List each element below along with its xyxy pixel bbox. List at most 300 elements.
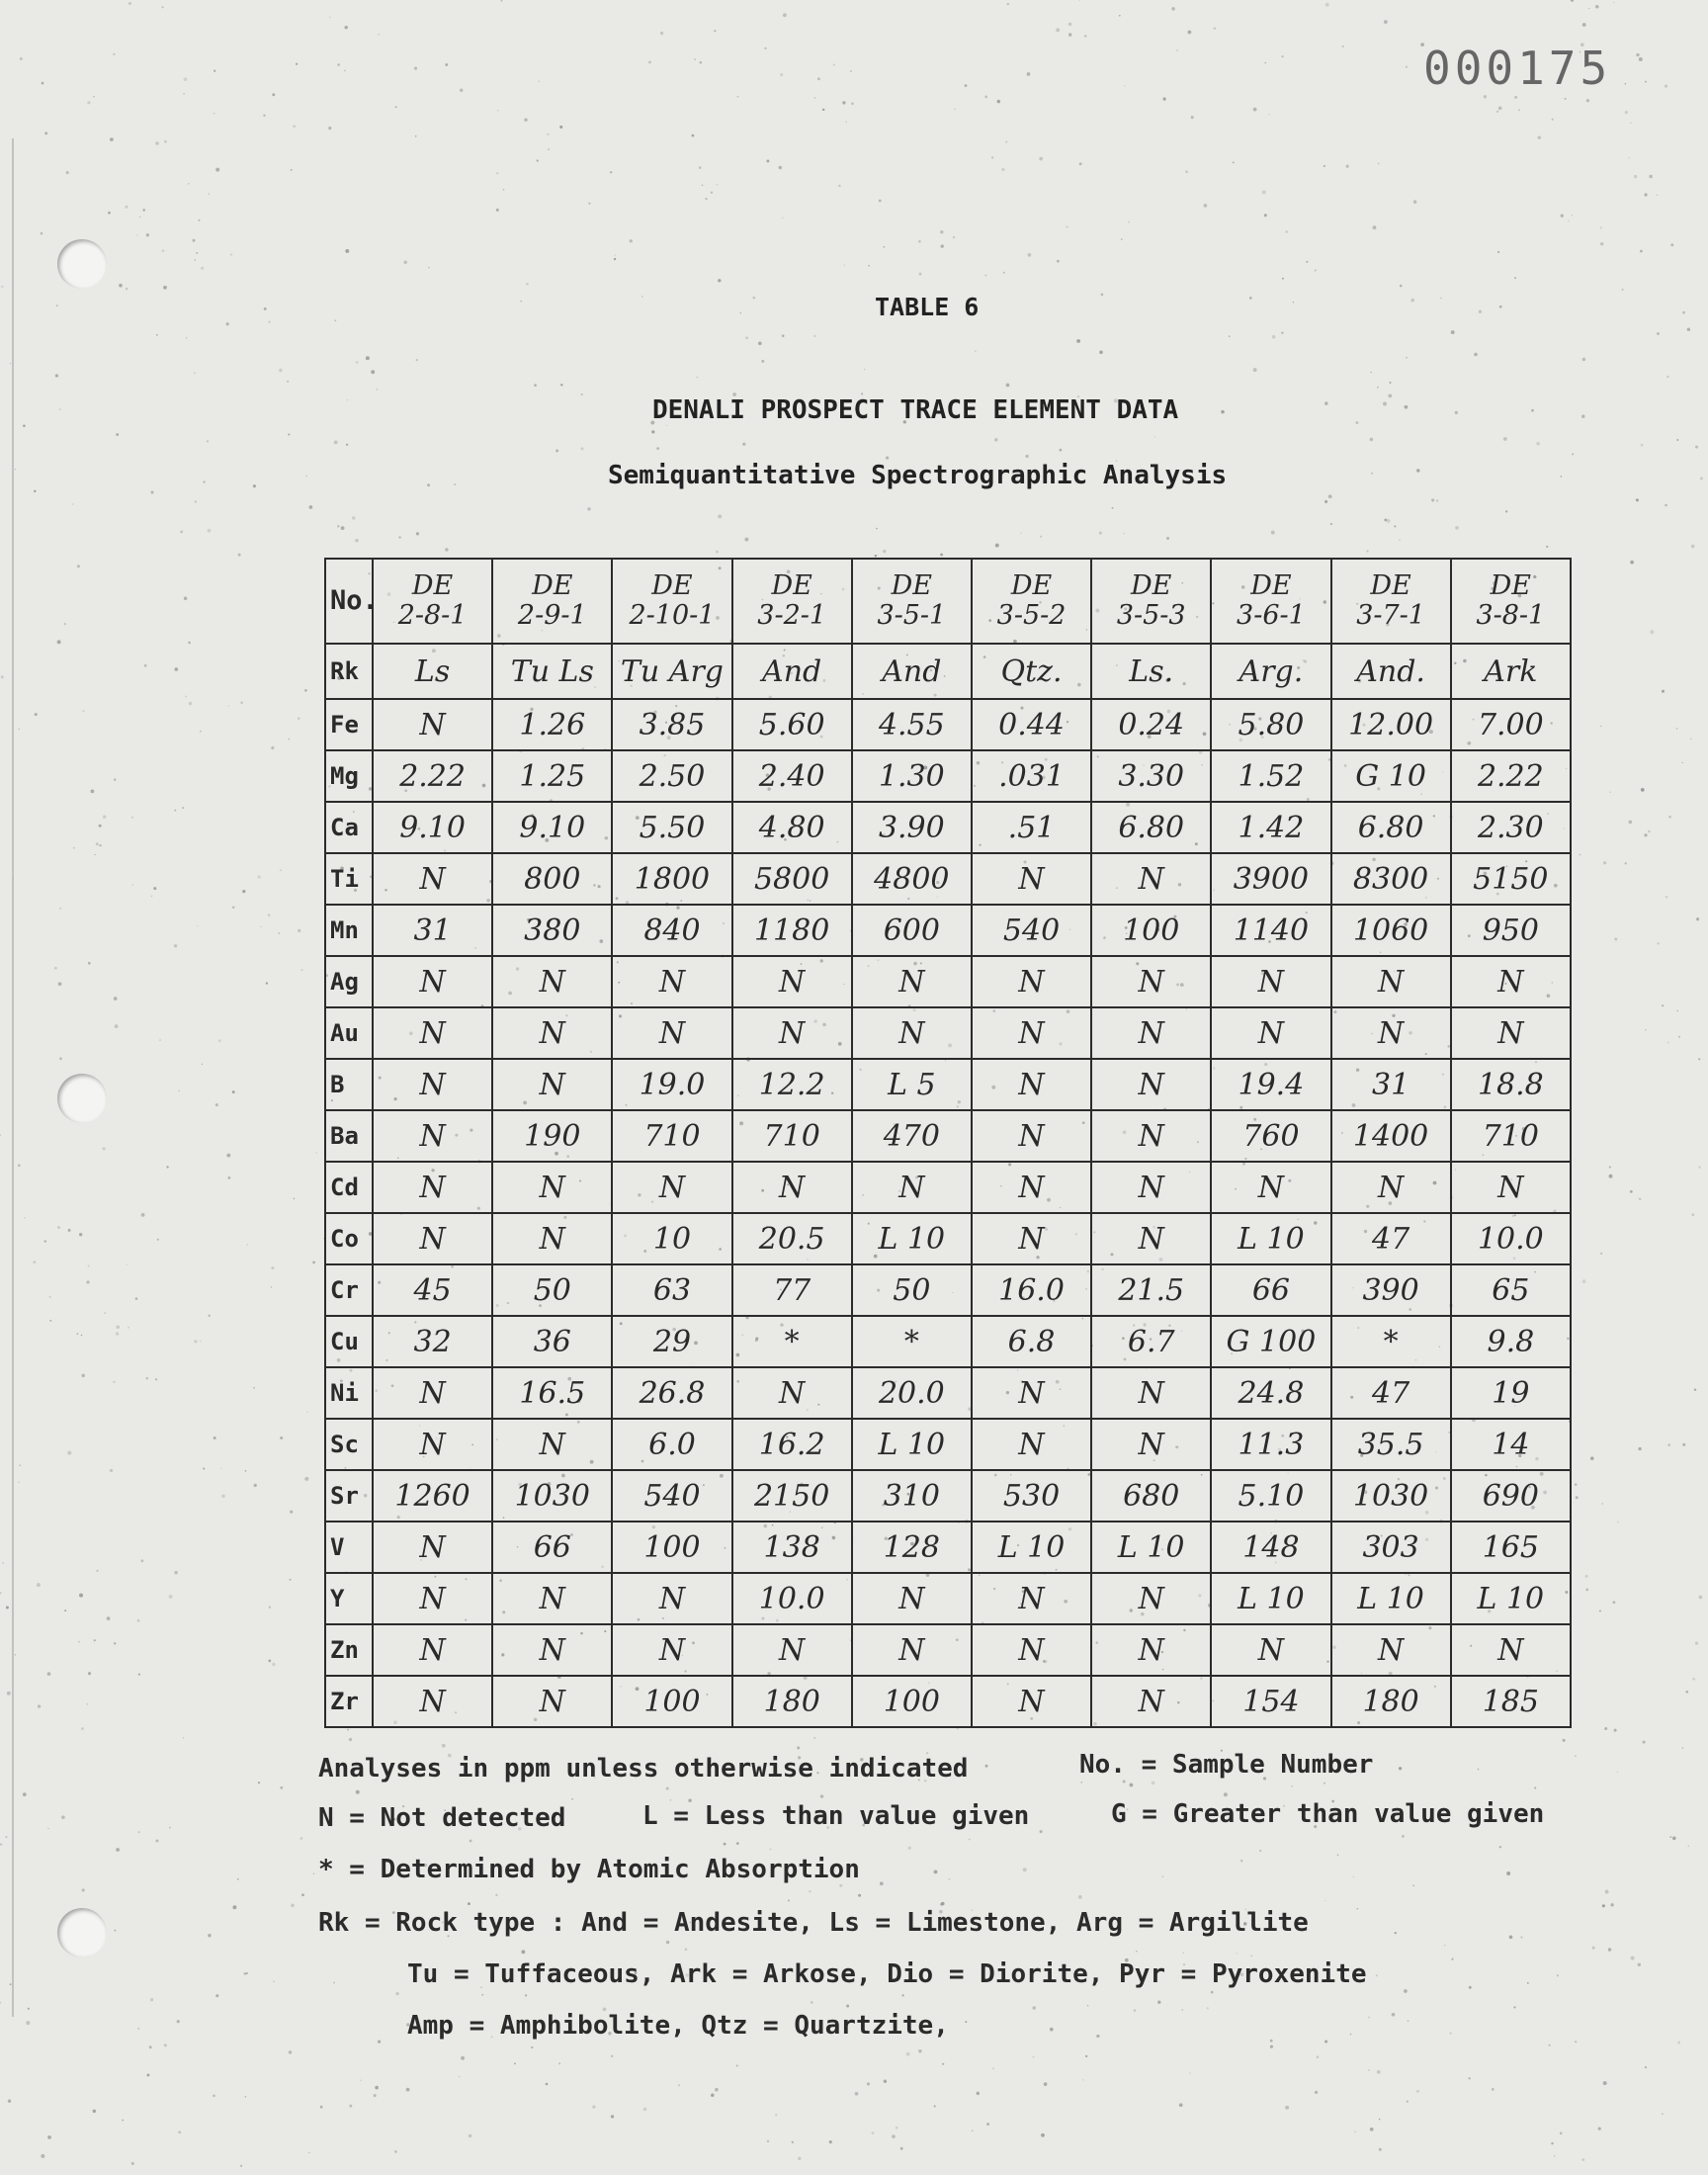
speckle-dot (139, 217, 140, 218)
speckle-dot (1682, 311, 1685, 314)
value-cell: 4.80 (732, 802, 852, 853)
speckle-dot (375, 2086, 379, 2090)
value-cell: N (1091, 1676, 1211, 1727)
speckle-dot (162, 6, 164, 8)
element-label: Mn (325, 905, 373, 956)
value-cell: 165 (1451, 1522, 1571, 1573)
value-cell: 100 (612, 1676, 731, 1727)
speckle-dot (1080, 1782, 1081, 1783)
speckle-dot (700, 61, 703, 64)
speckle-dot (414, 67, 417, 70)
value-cell: 47 (1331, 1367, 1451, 1419)
value-cell: N (373, 853, 492, 905)
speckle-dot (1325, 3, 1329, 7)
speckle-dot (820, 1794, 823, 1797)
speckle-dot (1123, 533, 1124, 534)
speckle-dot (238, 554, 241, 557)
speckle-dot (1554, 2155, 1555, 2156)
speckle-dot (0, 1843, 2, 1846)
speckle-dot (702, 185, 704, 187)
value-cell: 36 (492, 1316, 612, 1367)
speckle-dot (128, 1327, 129, 1329)
speckle-dot (289, 2050, 292, 2053)
speckle-dot (548, 148, 550, 150)
speckle-dot (461, 2056, 465, 2060)
speckle-dot (716, 551, 719, 554)
value-cell: 9.10 (492, 802, 612, 853)
sample-header-cell (1091, 559, 1211, 644)
speckle-dot (1317, 2055, 1320, 2058)
speckle-dot (377, 389, 378, 390)
speckle-dot (137, 2028, 139, 2030)
speckle-dot (68, 1229, 71, 1232)
speckle-dot (366, 356, 370, 360)
speckle-dot (534, 384, 537, 387)
speckle-dot (352, 516, 355, 519)
speckle-dot (378, 2040, 381, 2043)
value-cell: N (1091, 1110, 1211, 1162)
value-cell: N (492, 1162, 612, 1213)
speckle-dot (1207, 2007, 1209, 2009)
speckle-dot (1412, 1884, 1414, 1886)
speckle-dot (1667, 1042, 1669, 1044)
speckle-dot (356, 361, 359, 364)
speckle-dot (1112, 507, 1114, 509)
speckle-dot (770, 1849, 771, 1850)
speckle-dot (1354, 2131, 1355, 2132)
speckle-dot (1431, 498, 1434, 501)
speckle-dot (298, 718, 299, 720)
speckle-dot (1669, 1836, 1671, 1838)
speckle-dot (1576, 1496, 1579, 1499)
sample-id: 2-9-1 (517, 600, 587, 631)
speckle-dot (764, 47, 766, 49)
speckle-dot (953, 236, 955, 238)
speckle-dot (308, 2152, 309, 2153)
value-cell: 5.80 (1211, 699, 1330, 750)
speckle-dot (1378, 163, 1380, 165)
speckle-dot (240, 702, 243, 705)
speckle-dot (469, 1903, 470, 1905)
speckle-dot (1451, 330, 1455, 334)
speckle-dot (1383, 402, 1387, 406)
element-label: Ag (325, 956, 373, 1007)
element-label: Ni (325, 1367, 373, 1419)
value-cell: N (492, 1624, 612, 1676)
speckle-dot (64, 623, 66, 625)
speckle-dot (1670, 243, 1673, 246)
value-cell: L 10 (1211, 1573, 1330, 1624)
value-cell: 12.00 (1331, 699, 1451, 750)
speckle-dot (1662, 690, 1665, 693)
speckle-dot (1379, 2148, 1382, 2151)
speckle-dot (643, 2108, 647, 2112)
speckle-dot (1281, 331, 1283, 333)
speckle-dot (76, 1333, 78, 1335)
speckle-dot (26, 2021, 30, 2025)
speckle-dot (842, 101, 845, 104)
rock-type-cell: Qtz. (972, 644, 1091, 699)
speckle-dot (724, 1843, 726, 1846)
speckle-dot (1405, 405, 1409, 409)
value-cell: 2.22 (373, 750, 492, 802)
speckle-dot (1563, 1739, 1566, 1742)
speckle-dot (1551, 2142, 1553, 2144)
value-cell: N (1091, 1162, 1211, 1213)
speckle-dot (57, 1226, 60, 1229)
value-cell: 530 (972, 1470, 1091, 1522)
speckle-dot (1498, 107, 1502, 111)
speckle-dot (611, 2055, 613, 2057)
value-cell: N (1211, 1162, 1330, 1213)
value-cell: L 10 (1211, 1213, 1330, 1264)
value-cell: 50 (492, 1264, 612, 1316)
speckle-dot (884, 2079, 887, 2082)
speckle-dot (1039, 157, 1043, 161)
speckle-dot (138, 1831, 140, 1833)
speckle-dot (271, 746, 274, 749)
speckle-dot (197, 925, 198, 926)
speckle-dot (1408, 2020, 1409, 2022)
speckle-dot (395, 1992, 398, 1995)
speckle-dot (196, 252, 198, 254)
speckle-dot (1291, 1785, 1292, 1786)
speckle-dot (81, 1335, 83, 1337)
speckle-dot (1306, 261, 1308, 263)
value-cell: 31 (1331, 1059, 1451, 1110)
speckle-dot (1224, 1792, 1228, 1796)
speckle-dot (0, 1592, 2, 1594)
value-cell: 24.8 (1211, 1367, 1330, 1419)
speckle-dot (1497, 251, 1499, 253)
element-label: Y (325, 1573, 373, 1624)
value-cell: N (972, 1162, 1091, 1213)
value-cell: 47 (1331, 1213, 1451, 1264)
speckle-dot (459, 2076, 460, 2077)
speckle-dot (1639, 57, 1643, 61)
speckle-dot (1416, 2090, 1419, 2093)
speckle-dot (1006, 384, 1010, 388)
element-label: Ti (325, 853, 373, 905)
speckle-dot (93, 2110, 96, 2113)
speckle-dot (940, 554, 943, 557)
speckle-dot (1580, 854, 1581, 856)
speckle-dot (875, 555, 878, 558)
speckle-dot (884, 246, 886, 248)
speckle-dot (1561, 215, 1564, 218)
speckle-dot (985, 275, 987, 277)
speckle-dot (783, 13, 787, 17)
speckle-dot (797, 1747, 800, 1750)
sample-header-cell (972, 559, 1091, 644)
value-cell: 1060 (1331, 905, 1451, 956)
speckle-dot (334, 319, 336, 321)
value-cell: 540 (972, 905, 1091, 956)
value-cell: 20.5 (732, 1213, 852, 1264)
speckle-dot (1666, 376, 1668, 378)
speckle-dot (934, 1870, 938, 1874)
value-cell: N (1331, 1624, 1451, 1676)
speckle-dot (1662, 2113, 1664, 2115)
speckle-dot (94, 1639, 96, 1641)
speckle-dot (1600, 1253, 1602, 1255)
sample-prefix: DE (771, 570, 812, 601)
sample-id: 3-5-2 (996, 600, 1067, 631)
speckle-dot (758, 341, 762, 345)
element-row (325, 1522, 1571, 1573)
speckle-dot (766, 159, 769, 162)
speckle-dot (994, 438, 997, 441)
speckle-dot (1676, 728, 1678, 730)
speckle-dot (1645, 1029, 1646, 1030)
speckle-dot (1388, 394, 1392, 398)
speckle-dot (1078, 1895, 1082, 1899)
speckle-dot (150, 1998, 153, 2001)
value-cell: 1.25 (492, 750, 612, 802)
speckle-dot (28, 2008, 30, 2010)
speckle-dot (1474, 353, 1478, 357)
speckle-dot (1560, 476, 1562, 478)
element-label: Co (325, 1213, 373, 1264)
speckle-dot (846, 122, 847, 123)
speckle-dot (1099, 350, 1103, 354)
speckle-dot (304, 1477, 308, 1481)
speckle-dot (908, 1847, 911, 1850)
speckle-dot (47, 1828, 49, 1830)
speckle-dot (941, 244, 944, 247)
sample-header-cell (732, 559, 852, 644)
speckle-dot (581, 393, 583, 395)
speckle-dot (1136, 1951, 1138, 1953)
speckle-dot (941, 1902, 945, 1906)
speckle-dot (149, 2045, 152, 2048)
speckle-dot (656, 447, 659, 450)
speckle-dot (279, 369, 283, 373)
element-row (325, 1316, 1571, 1367)
speckle-dot (360, 2079, 361, 2080)
speckle-dot (1221, 410, 1224, 413)
speckle-dot (798, 2157, 801, 2160)
speckle-dot (1602, 1904, 1605, 1907)
speckle-dot (782, 334, 785, 337)
value-cell: N (492, 1007, 612, 1059)
rock-type-cell: And (852, 644, 972, 699)
speckle-dot (126, 288, 128, 291)
speckle-dot (571, 1798, 573, 1800)
speckle-dot (1513, 2006, 1515, 2008)
value-cell: 4.55 (852, 699, 972, 750)
speckle-dot (1353, 1876, 1354, 1877)
value-cell: 0.44 (972, 699, 1091, 750)
speckle-dot (1162, 1875, 1164, 1877)
speckle-dot (1026, 455, 1029, 458)
value-cell: N (373, 1676, 492, 1727)
value-cell: N (1331, 1007, 1451, 1059)
speckle-dot (146, 233, 149, 236)
value-cell: 18.8 (1451, 1059, 1571, 1110)
speckle-dot (355, 539, 358, 542)
sample-prefix: DE (1370, 570, 1411, 601)
speckle-dot (1506, 1871, 1510, 1875)
speckle-dot (817, 77, 820, 80)
speckle-dot (1546, 546, 1548, 548)
value-cell: N (732, 956, 852, 1007)
value-cell: 190 (492, 1110, 612, 1162)
speckle-dot (1130, 1784, 1134, 1787)
speckle-dot (15, 469, 16, 470)
speckle-dot (737, 96, 739, 98)
speckle-dot (767, 2140, 769, 2142)
value-cell: N (612, 1007, 731, 1059)
speckle-dot (1324, 1783, 1325, 1784)
speckle-dot (942, 2063, 944, 2065)
speckle-dot (240, 2165, 242, 2167)
speckle-dot (581, 447, 584, 450)
speckle-dot (641, 296, 643, 298)
speckle-dot (1614, 938, 1617, 941)
speckle-dot (37, 1583, 41, 1587)
speckle-dot (1001, 168, 1004, 171)
speckle-dot (125, 206, 128, 209)
speckle-dot (1560, 2132, 1563, 2135)
speckle-dot (1509, 1935, 1513, 1939)
speckle-dot (1468, 2077, 1470, 2079)
speckle-dot (2, 1562, 3, 1563)
speckle-dot (328, 127, 331, 130)
speckle-dot (175, 667, 179, 671)
speckle-dot (660, 32, 663, 35)
element-row (325, 1470, 1571, 1522)
speckle-dot (18, 1164, 21, 1167)
speckle-dot (44, 131, 47, 134)
speckle-dot (271, 1266, 274, 1269)
value-cell: 3.85 (612, 699, 731, 750)
speckle-dot (1293, 302, 1294, 303)
speckle-dot (611, 2115, 614, 2118)
speckle-dot (264, 307, 267, 310)
value-cell: N (492, 1419, 612, 1470)
speckle-dot (1650, 630, 1654, 634)
speckle-dot (288, 434, 290, 436)
speckle-dot (5, 1836, 7, 1838)
speckle-dot (230, 253, 232, 255)
value-cell: N (492, 956, 612, 1007)
speckle-dot (1624, 862, 1626, 864)
value-cell: N (373, 1059, 492, 1110)
speckle-dot (838, 185, 841, 188)
speckle-dot (1185, 170, 1188, 173)
speckle-dot (1079, 0, 1080, 1)
value-cell: 12.2 (732, 1059, 852, 1110)
speckle-dot (1028, 253, 1032, 257)
speckle-dot (954, 109, 955, 110)
value-cell: 4800 (852, 853, 972, 905)
speckle-dot (86, 1280, 89, 1283)
speckle-dot (1575, 1483, 1578, 1486)
speckle-dot (232, 1905, 236, 1909)
value-cell: N (1211, 956, 1330, 1007)
speckle-dot (110, 137, 114, 141)
speckle-dot (879, 200, 882, 203)
speckle-dot (454, 483, 456, 485)
speckle-dot (273, 1980, 275, 1982)
speckle-dot (1392, 2013, 1396, 2017)
element-row (325, 1059, 1571, 1110)
speckle-dot (398, 536, 400, 538)
speckle-dot (880, 1881, 884, 1885)
speckle-dot (290, 1579, 292, 1581)
value-cell: N (373, 1367, 492, 1419)
speckle-dot (143, 209, 145, 211)
value-cell: N (492, 1676, 612, 1727)
speckle-dot (496, 209, 499, 212)
speckle-dot (272, 93, 275, 96)
speckle-dot (1503, 437, 1507, 441)
speckle-dot (850, 70, 852, 72)
value-cell: N (373, 1573, 492, 1624)
speckle-dot (1698, 1058, 1700, 1060)
speckle-dot (1585, 1589, 1588, 1592)
speckle-dot (214, 70, 215, 72)
speckle-dot (291, 169, 293, 171)
speckle-dot (1644, 833, 1647, 836)
value-cell: 21.5 (1091, 1264, 1211, 1316)
speckle-dot (1350, 2034, 1352, 2036)
speckle-dot (1236, 1953, 1237, 1954)
speckle-dot (159, 1039, 161, 1041)
speckle-dot (34, 490, 36, 492)
speckle-dot (740, 312, 741, 313)
speckle-dot (162, 249, 165, 252)
speckle-dot (1370, 2128, 1374, 2132)
speckle-dot (169, 1595, 173, 1599)
speckle-dot (96, 842, 99, 845)
speckle-dot (1603, 861, 1606, 864)
speckle-dot (1484, 95, 1487, 98)
speckle-dot (146, 1377, 149, 1380)
speckle-dot (395, 106, 397, 108)
speckle-dot (1657, 332, 1660, 335)
speckle-dot (1020, 532, 1022, 534)
speckle-dot (1399, 1767, 1402, 1770)
speckle-dot (1211, 1991, 1214, 1994)
value-cell: N (972, 1007, 1091, 1059)
speckle-dot (1413, 200, 1417, 204)
speckle-dot (696, 377, 698, 379)
rock-type-cell: And (732, 644, 852, 699)
speckle-dot (1630, 122, 1631, 123)
speckle-dot (614, 258, 616, 260)
speckle-dot (194, 372, 196, 374)
element-row (325, 1110, 1571, 1162)
speckle-dot (153, 887, 156, 890)
speckle-dot (156, 1840, 159, 1843)
value-cell: N (972, 1059, 1091, 1110)
speckle-dot (1582, 1279, 1586, 1283)
sample-id: 3-8-1 (1476, 600, 1546, 631)
speckle-dot (1406, 357, 1407, 358)
speckle-dot (289, 739, 291, 740)
speckle-dot (55, 374, 58, 377)
speckle-dot (1605, 1890, 1609, 1894)
value-cell: 6.8 (972, 1316, 1091, 1367)
value-cell: 1260 (373, 1470, 492, 1522)
speckle-dot (333, 1981, 335, 1983)
speckle-dot (131, 2162, 134, 2165)
speckle-dot (1520, 1936, 1522, 1938)
speckle-dot (811, 2001, 813, 2004)
speckle-dot (1604, 1727, 1607, 1730)
